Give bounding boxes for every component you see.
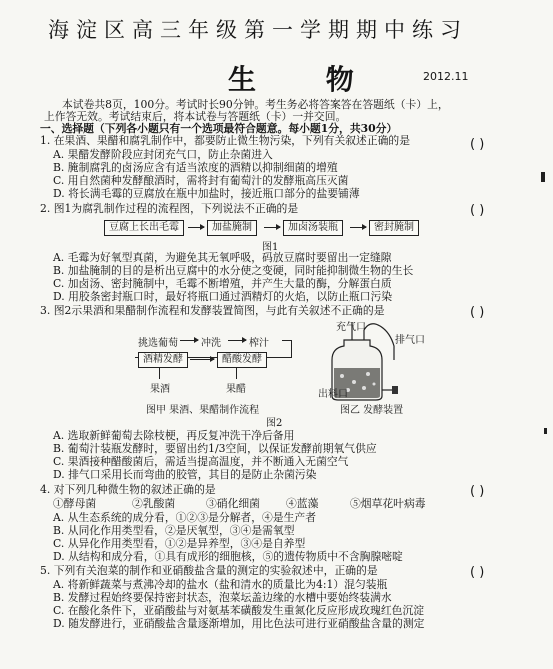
exam-title: 海淀区高三年级第一学期期中练习 xyxy=(48,18,468,42)
q5-option-d: D. 随发酵进行，亚硝酸盐含量逐渐增加，用比色法可进行亚硝酸盐含量的测定 xyxy=(53,617,425,630)
scan-speck xyxy=(544,428,547,434)
section-heading: 一、选择题（下列各小题只有一个选项最符合题意。每小题1分，共30分） xyxy=(40,122,398,135)
scan-speck xyxy=(541,172,545,182)
intro-line-1: 本试卷共8页，100分。考试时长90分钟。考生务必将答案答在答题纸（卡）上， xyxy=(62,98,449,111)
q4-option-b: B. 从同化作用类型看，②是厌氧型，③④是需氧型 xyxy=(53,524,295,537)
q1-option-d: D. 将长满毛霉的豆腐放在瓶中加盐时，接近瓶口部分的盐要铺薄 xyxy=(53,187,360,200)
q5-option-b: B. 发酵过程始终要保持密封状态，泡菜坛盖边缘的水槽中要始终装满水 xyxy=(53,591,392,604)
subject-title: 生 物 xyxy=(228,63,384,96)
fig1-step-3: 加卤汤装瓶 xyxy=(283,220,343,236)
fig2-down-arrow-2 xyxy=(236,367,237,379)
fig2-exhaust-label: 排气口 xyxy=(395,335,425,346)
q1-option-c: C. 用自然菌种发酵酿酒时，需将封有葡萄汁的发酵瓶高压灭菌 xyxy=(53,174,349,187)
fig2-outlet-label: 出料口 xyxy=(318,389,348,400)
fig2-flow-alcohol: 酒精发酵 xyxy=(138,352,188,368)
fig2-arrow-1 xyxy=(180,340,198,341)
fig1-arrow-3 xyxy=(350,227,366,228)
fig1-label: 图1 xyxy=(262,242,279,253)
q3-option-b: B. 葡萄汁装瓶发酵时，要留出约1/3空间，以保证发酵前期氧气供应 xyxy=(53,442,377,455)
q1-answer-bracket: ( ) xyxy=(470,137,485,152)
q5-option-a: A. 将新鲜蔬菜与煮沸冷却的盐水（盐和清水的质量比为4:1）混匀装瓶 xyxy=(53,578,388,591)
q4-item-1: ①酵母菌 xyxy=(53,497,97,510)
q4-item-4: ④蓝藻 xyxy=(286,497,319,510)
intro-line-2: 上作答无效。考试结束后，将本试卷与答题纸（卡）一并交回。 xyxy=(44,110,347,123)
q3-option-a: A. 选取新鲜葡萄去除枝梗，再反复冲洗干净后备用 xyxy=(53,429,295,442)
q3-option-d: D. 排气口采用长而弯曲的胶管，其目的是防止杂菌污染 xyxy=(53,468,317,481)
fig2-arrow-2 xyxy=(228,340,246,341)
q4-item-5: ⑤烟草花叶病毒 xyxy=(350,497,426,510)
q4-option-a: A. 从生态系统的成分看，①②③是分解者，④是生产者 xyxy=(53,511,316,524)
q1-stem: 1. 在果酒、果醋和腐乳制作中，都要防止微生物污染，下列有关叙述正确的是 xyxy=(40,134,411,147)
fig2-caption-a: 图甲 果酒、果醋制作流程 xyxy=(146,405,260,416)
fig2-label: 图2 xyxy=(266,418,283,429)
q2-option-c: C. 加卤汤、密封腌制中，毛霉不断增殖，并产生大量的酶，分解蛋白质 xyxy=(53,277,392,290)
q2-answer-bracket: ( ) xyxy=(470,203,485,218)
fig2-down-arrow-1 xyxy=(159,367,160,379)
q1-option-b: B. 腌制腐乳的卤汤应含有适当浓度的酒精以抑制细菌的增殖 xyxy=(53,161,338,174)
q5-stem: 5. 下列有关泡菜的制作和亚硝酸盐含量的测定的实验叙述中，正确的是 xyxy=(40,564,378,577)
fig2-flow-pick: 挑选葡萄 xyxy=(138,338,178,349)
fig1-step-4: 密封腌制 xyxy=(369,220,419,236)
fig2-inlet-label: 充气口 xyxy=(336,322,366,333)
q1-option-a: A. 果醋发酵阶段应封闭充气口，防止杂菌进入 xyxy=(53,148,273,161)
q3-option-c: C. 果酒接种醋酸菌后，需适当提高温度，并不断通入无菌空气 xyxy=(53,455,349,468)
q2-option-d: D. 用胶条密封瓶口时，最好将瓶口通过酒精灯的火焰，以防止瓶口污染 xyxy=(53,290,393,303)
fig1-step-2: 加盐腌制 xyxy=(207,220,257,236)
q4-stem: 4. 对下列几种微生物的叙述正确的是 xyxy=(40,483,216,496)
fig2-flow-juice: 榨汁 xyxy=(249,338,269,349)
fig1-arrow-1 xyxy=(188,227,204,228)
q2-stem: 2. 图1为腐乳制作过程的流程图，下列说法不正确的是 xyxy=(40,202,299,215)
fig2-flow-vinegar: 醋酸发酵 xyxy=(217,352,267,368)
fig2-flow-vinegar-out: 果醋 xyxy=(226,384,246,395)
fig2-flow-wine: 果酒 xyxy=(150,384,170,395)
fig2-arrow-3 xyxy=(190,359,214,360)
q4-option-c: C. 从异化作用类型看，①②是异养型，③④是自养型 xyxy=(53,537,306,550)
q4-item-3: ③硝化细菌 xyxy=(206,497,260,510)
fig1-step-1: 豆腐上长出毛霉 xyxy=(104,220,184,236)
q5-answer-bracket: ( ) xyxy=(470,565,485,580)
fig1-arrow-2 xyxy=(264,227,280,228)
exam-date: 2012.11 xyxy=(423,70,469,83)
fig2-connector-side xyxy=(291,340,292,357)
fig2-caption-b: 图乙 发酵装置 xyxy=(340,405,404,416)
q4-option-d: D. 从结构和成分看，①具有成形的细胞核，⑤的遗传物质中不含胸腺嘧啶 xyxy=(53,550,403,563)
q3-stem: 3. 图2示果酒和果醋制作流程和发酵装置简图，与此有关叙述不正确的是 xyxy=(40,304,385,317)
q4-item-2: ②乳酸菌 xyxy=(132,497,176,510)
q2-option-b: B. 加盐腌制的目的是析出豆腐中的水分使之变硬，同时能抑制微生物的生长 xyxy=(53,264,414,277)
q5-option-c: C. 在酸化条件下，亚硝酸盐与对氨基苯磺酸发生重氮化反应形成玫瑰红色沉淀 xyxy=(53,604,425,617)
q2-option-a: A. 毛霉为好氧型真菌，为避免其无氧呼吸，码放豆腐时要留出一定缝隙 xyxy=(53,251,392,264)
q3-answer-bracket: ( ) xyxy=(470,305,485,320)
fig2-flow-wash: 冲洗 xyxy=(201,338,221,349)
q4-answer-bracket: ( ) xyxy=(470,484,485,499)
